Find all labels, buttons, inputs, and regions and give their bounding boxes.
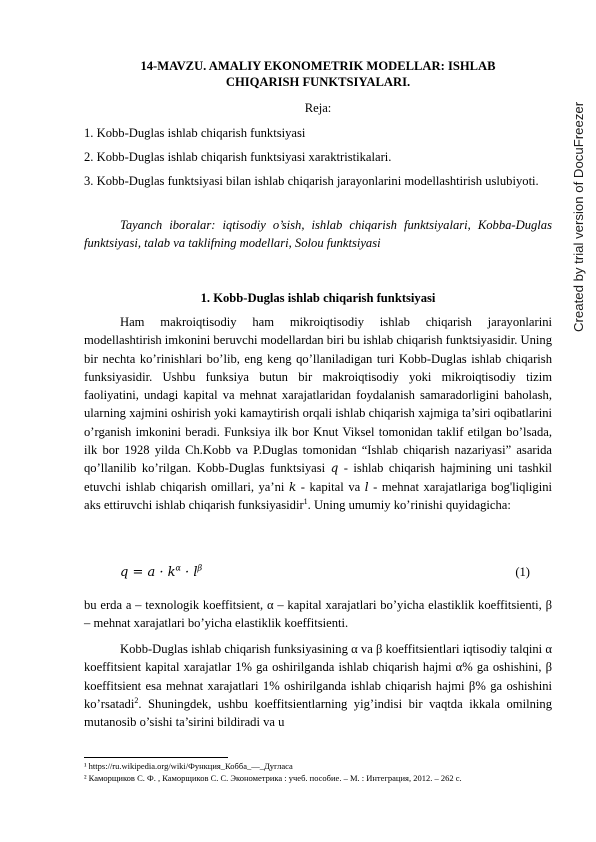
paragraph-3-text: Kobb-Duglas ishlab chiqarish funksiyasining α va β koeffitsientlari iqtisodiy talqini α koeffitsient kapital xarajatlar 1% ga oshirilganda ishlab chiqarish hajmi α% ga oshishini, β koeffitsient esa mehnat xarajatlari 1% oshirilganda ishlab chiqarish hajmi β% ga oshishini ko’rsatadi xyxy=(84,642,552,711)
paragraph-1-end: - mehnat xarajatlariga bog'liqligini aks ettiruvchi ishlab chiqarish funksiyasidir xyxy=(84,479,553,512)
keywords: Tayanch iboralar: iqtisodiy o’sish, ishlab chiqarish funktsiyalari, Kobba-Duglas funktsiyasi, talab va taklifning modellari, Solou funktsiyasi xyxy=(84,218,552,250)
paragraph-3-tail: . Shuningdek, ushbu koeffitsientlarning yig’indisi bir vaqtda ikkala omilning mutanosib o’sishi ta’sirini bildiradi va u xyxy=(84,696,552,730)
footnote-2: ² Каморщиков С. Ф. , Каморщиков С. С. Эконометрика : учеб. пособие. – М. : Интеграция, 2012. – 262 с. xyxy=(84,773,462,783)
plan-heading: Reja: xyxy=(304,101,332,115)
formula-exponent-beta: β xyxy=(197,563,203,573)
section-heading: 1. Kobb-Duglas ishlab chiqarish funktsiyasi xyxy=(200,291,436,305)
title-line-1: 14-MAVZU. AMALIY EKONOMETRIK MODELLAR: ISHLAB xyxy=(140,59,496,73)
formula-base: q = a · k xyxy=(120,565,176,580)
var-k: k xyxy=(288,479,297,494)
plan-item-1: 1. Kobb-Duglas ishlab chiqarish funktsiyasi xyxy=(84,126,306,140)
plan-item-3: 3. Kobb-Duglas funktsiyasi bilan ishlab chiqarish jarayonlarini modellashtirish uslubiyoti. xyxy=(84,174,539,188)
footnote-ref-2: 2 xyxy=(134,695,139,705)
var-l: l xyxy=(364,479,369,494)
section-paragraph-1 xyxy=(84,313,552,514)
document-title xyxy=(84,58,552,90)
cobb-douglas-formula xyxy=(120,565,202,580)
section-paragraph-2: bu erda a – texnologik koeffitsient, α – kapital xarajatlari bo’yicha elastiklik koeffitsienti, β – mehnat xarajatlari bo’yicha elastiklik koeffitsienti. xyxy=(84,598,552,631)
formula-number: (1) xyxy=(515,565,530,579)
footnote-divider xyxy=(84,757,228,758)
footnote-ref-1: 1 xyxy=(303,496,308,506)
formula-exponent-alpha: α xyxy=(175,563,181,573)
footnote-1: ¹ https://ru.wikipedia.org/wiki/Функция_Кобба_—_Дугласа xyxy=(84,761,293,771)
plan-item-2: 2. Kobb-Duglas ishlab chiqarish funktsiyasi xaraktristikalari. xyxy=(84,150,392,164)
paragraph-1-mid: - ishlab chiqarish hajmining uni tashkil etuvchi ishlab chiqarish omillari, ya’ni xyxy=(84,461,552,494)
trial-watermark: Created by trial version of DocuFreezer xyxy=(571,101,586,332)
section-paragraph-3 xyxy=(84,640,552,731)
paragraph-1-tail: . Uning umumiy ko’rinishi quyidagicha: xyxy=(307,497,511,512)
paragraph-1-mid2: - kapital va xyxy=(296,479,365,494)
var-q: q xyxy=(330,461,339,476)
title-line-2: CHIQARISH FUNKTSIYALARI. xyxy=(225,75,411,89)
formula-mid: · l xyxy=(180,565,198,580)
paragraph-1-text: Ham makroiqtisodiy ham mikroiqtisodiy ishlab chiqarish jarayonlarini modellashtirish imkonini beruvchi modellardan biri bu ishlab chiqarish funktsiyasidir. Uning bir nechta ko’rinishlari bo’lib, eng keng qo’llaniladigan turi Kobb-Duglas ishlab chiqarish funksiyasidir. Ushbu funksiya butun bir makroiqtisodiy yoki mikroiqtisodiy tizim faoliyatini, undagi kapital va mehnat xarajatlaridan foydalanish samaradorligini baholash, ularning xajmini oshirish yoki kamaytirish orqali ishlab chiqarish xajmiga ta’siri oqibatlarini o’rganish imkonini beradi. Funksiya ilk bor Knut Viksel tomonidan taklif etilgan bo’lsada, ilk bor 1928 yilda Ch.Kobb va P.Duglas tomonidan “Ishlab chiqarish nazariyasi” asarida qo’llanilib ko’rilgan. Kobb-Duglas funktsiyasi xyxy=(84,315,552,476)
